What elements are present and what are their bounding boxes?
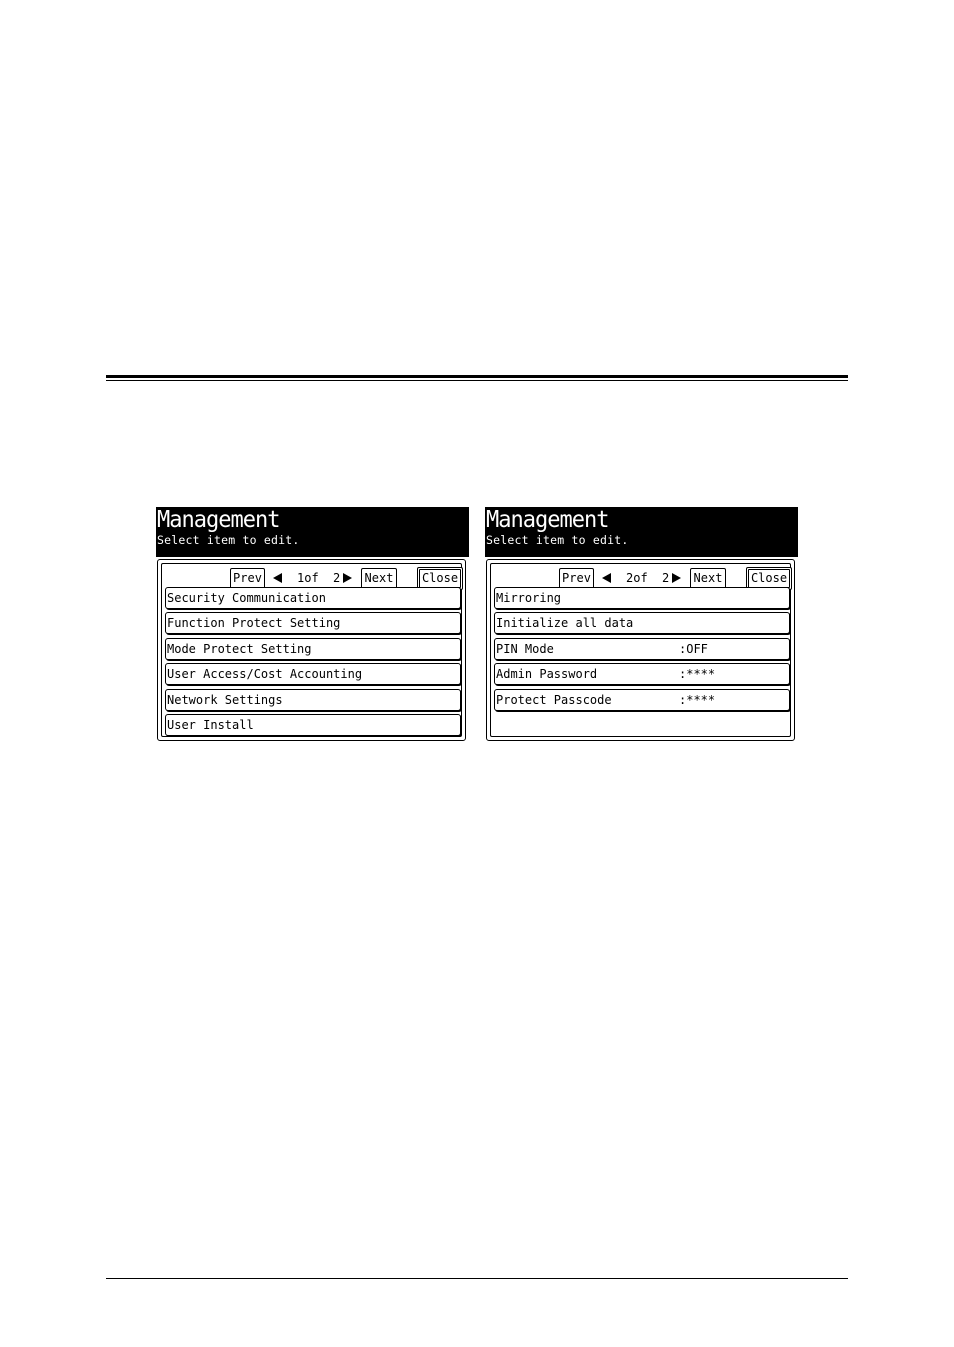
close-button-label: Close: [419, 569, 461, 588]
close-button-label: Close: [748, 569, 790, 588]
menu-item-label: PIN Mode: [496, 642, 554, 656]
footer-rule: [106, 1278, 848, 1279]
menu-item-label: Function Protect Setting: [167, 616, 341, 630]
prev-button[interactable]: Prev: [230, 568, 265, 589]
page-current: 1of: [297, 571, 319, 585]
page-total: 2: [333, 571, 341, 585]
section-rule-top-thin: [106, 380, 848, 381]
menu-item-security-communication[interactable]: [165, 587, 461, 609]
menu-panel: [157, 559, 466, 741]
menu-item-value: :****: [679, 667, 716, 681]
menu-panel: [486, 559, 795, 741]
menu-item-label: Security Communication: [167, 591, 326, 605]
menu-item-label: User Access/Cost Accounting: [167, 667, 363, 681]
menu-item-label: Initialize all data: [496, 616, 634, 630]
menu-item-mirroring[interactable]: [494, 587, 790, 609]
screen-subtitle: Select item to edit.: [486, 533, 629, 547]
arrow-right-icon[interactable]: [343, 573, 352, 583]
screen-header: [156, 507, 469, 557]
menu-item-label: User Install: [167, 718, 254, 732]
menu-item-value: :****: [679, 693, 716, 707]
management-screen-page-1: [156, 507, 469, 742]
screen-title: Management: [486, 506, 609, 534]
next-button[interactable]: Next: [361, 568, 397, 589]
menu-item-initialize-all-data[interactable]: [494, 612, 790, 634]
menu-item-protect-passcode[interactable]: [494, 689, 790, 711]
menu-item-label: Protect Passcode: [496, 693, 612, 707]
management-screen-page-2: [485, 507, 798, 742]
menu-item-label: Mode Protect Setting: [167, 642, 312, 656]
arrow-left-icon[interactable]: [273, 573, 282, 583]
menu-item-user-access-cost-accounting[interactable]: [165, 663, 461, 685]
menu-panel-inner: [161, 563, 462, 737]
menu-item-label: Network Settings: [167, 693, 283, 707]
menu-panel-inner: [490, 563, 791, 737]
menu-item-function-protect-setting[interactable]: [165, 612, 461, 634]
arrow-left-icon[interactable]: [602, 573, 611, 583]
prev-button[interactable]: Prev: [559, 568, 594, 589]
screen-title: Management: [157, 506, 280, 534]
page-current: 2of: [626, 571, 648, 585]
screen-header: [485, 507, 798, 557]
menu-item-label: Admin Password: [496, 667, 598, 681]
menu-item-pin-mode[interactable]: [494, 638, 790, 660]
next-button[interactable]: Next: [690, 568, 726, 589]
menu-item-network-settings[interactable]: [165, 689, 461, 711]
menu-item-value: :OFF: [679, 642, 708, 656]
menu-item-mode-protect-setting[interactable]: [165, 638, 461, 660]
menu-item-admin-password[interactable]: [494, 663, 790, 685]
arrow-right-icon[interactable]: [672, 573, 681, 583]
menu-item-user-install[interactable]: [165, 714, 461, 736]
menu-item-label: Mirroring: [496, 591, 562, 605]
page-total: 2: [662, 571, 670, 585]
section-rule-top: [106, 375, 848, 378]
screen-subtitle: Select item to edit.: [157, 533, 300, 547]
